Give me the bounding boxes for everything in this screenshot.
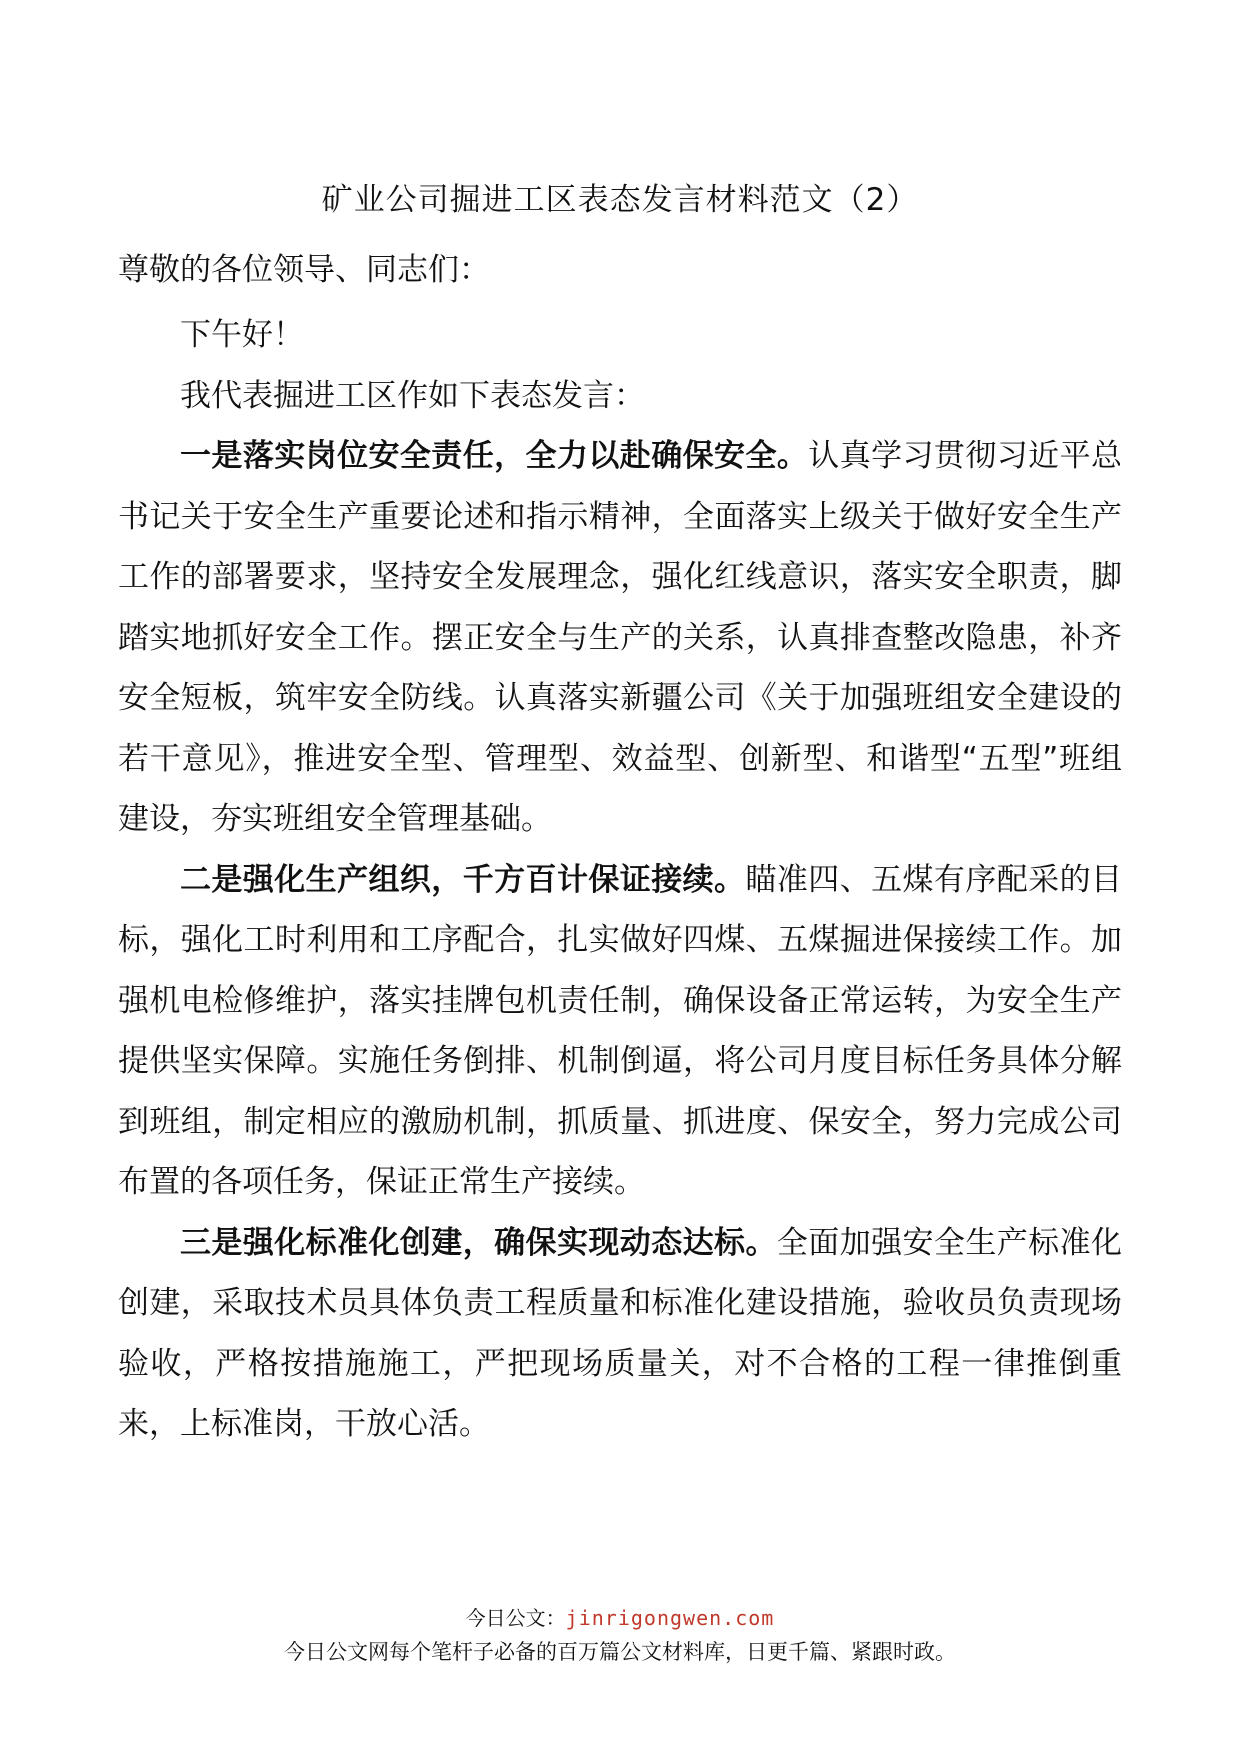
section-body-2: 瞄准四、五煤有序配采的目标，强化工时利用和工序配合，扎实做好四煤、五煤掘进保接续工作。加强机电检修维护，落实挂牌包机责任制，确保设备正常运转，为安全生产提供坚实保障。实施任务倒排、机制倒逼，将公司月度目标任务具体分解到班组，制定相应的激励机制，抓质量、抓进度、保安全，努力完成公司布置的各项任务，保证正常生产接续。 [118,861,1123,1200]
section-paragraph-1 [118,426,1122,850]
section-body-1: 认真学习贯彻习近平总书记关于安全生产重要论述和指示精神，全面落实上级关于做好安全生产工作的部署要求，坚持安全发展理念，强化红线意识，落实安全职责，脚踏实地抓好安全工作。摆正安全与生产的关系，认真排查整改隐患，补齐安全短板，筑牢安全防线。认真落实新疆公司《关于加强班组安全建设的若干意见》，推进安全型、管理型、效益型、创新型、和谐型“五型”班组建设，夯实班组安全管理基础。 [118,438,1123,837]
section-paragraph-2 [118,850,1122,1213]
section-paragraph-3 [118,1213,1122,1455]
document-title: 矿业公司掘进工区表态发言材料范文（2） [321,182,919,218]
section-body-3: 全面加强安全生产标准化创建，采取技术员具体负责工程质量和标准化建设措施，验收员负责现场验收，严格按措施施工，严把现场质量关，对不合格的工程一律推倒重来，上标准岗，干放心活。 [118,1224,1123,1442]
footer-tagline: 今日公文网每个笔杆子必备的百万篇公文材料库，日更千篇、紧跟时政。 [284,1640,956,1664]
footer-label: 今日公文： [465,1606,566,1630]
footer-url-link[interactable]: jinrigongwen.com [565,1606,775,1630]
document-body [118,305,1122,1455]
section-lead-2: 二是强化生产组织，千方百计保证接续。 [180,861,746,898]
section-lead-1: 一是落实岗位安全责任，全力以赴确保安全。 [180,438,809,474]
intro-paragraph: 我代表掘进工区作如下表态发言： [180,377,645,414]
section-lead-3: 三是强化标准化创建，确保实现动态达标。 [180,1224,777,1261]
salutation: 尊敬的各位领导、同志们： [118,252,490,288]
footer-source [0,1603,1240,1633]
greeting-paragraph: 下午好！ [180,317,304,353]
